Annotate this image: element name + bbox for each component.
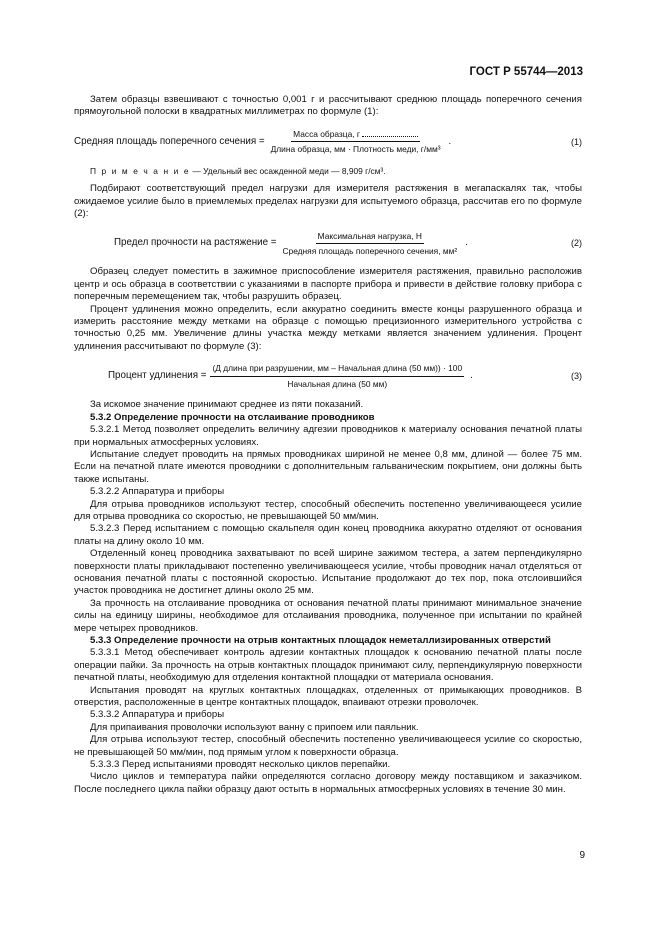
paragraph: Процент удлинения можно определить, если аккуратно соединить вместе концы разрушенного образца и измерить расстояние между метками на образце с помощью прецизионного измерительного устройства с точностью 0,25 мм. Увеличение длины участка между метками является значением удлинения. Процент удлинения рассчитывают по формуле (3): <box>74 303 582 352</box>
paragraph: За искомое значение принимают среднее из пяти показаний. <box>90 399 364 411</box>
note-text: — Удельный вес осажденной меди — 8,909 г/см³. <box>190 165 386 176</box>
subsection-heading: 5.3.3.2 Аппаратура и приборы <box>90 709 225 721</box>
document-body <box>74 94 582 796</box>
section-heading-5-3-3: 5.3.3 Определение прочности на отрыв контактных площадок неметаллизированных отверстий <box>90 635 551 646</box>
formula-1-fraction <box>269 128 443 156</box>
formula-3-number: (3) <box>571 371 582 382</box>
paragraph: 5.3.2.3 Перед испытанием с помощью скальпеля один конец проводника аккуратно отделяют от основания платы на длину около 10 мм. <box>74 523 582 547</box>
paragraph: Подбирают соответствующий предел нагрузки для измерителя растяжения в мегапаскалях так, чтобы ожидаемое усилие было в приемлемых пределах нагрузки для испытуемого образца, рассчитав его по формуле (2): <box>74 183 582 220</box>
formula-3 <box>74 361 582 391</box>
formula-3-numerator: (Д длина при разрушении, мм – Начальная длина (50 мм)) · 100 <box>210 362 464 376</box>
formula-2 <box>74 228 582 258</box>
formula-2-lhs: Предел прочности на растяжение = <box>114 237 277 249</box>
paragraph: За прочность на отслаивание проводника от основания печатной платы принимают минимальное значение силы на единицу ширины, необходимое для отслаивания проводника, полученное при испытании по крайней мере четырех проводников. <box>74 597 582 634</box>
paragraph: Отделенный конец проводника захватывают по всей ширине зажимом тестера, а затем перпендикулярно поверхности платы прикладывают постепенно увеличивающееся усилие, чтобы проводник начал отделяться от основания печатной платы с постоянной скоростью. Испытание продолжают до тех пор, пока отслоившийся участок проводника не достигнет длины около 25 мм. <box>74 548 582 597</box>
formula-3-denominator: Начальная длина (50 мм) <box>287 378 388 389</box>
standard-header: ГОСТ Р 55744—2013 <box>469 66 583 78</box>
paragraph: Испытания проводят на круглых контактных площадках, отделенных от примыкающих проводников. В отверстия, расположенные в центре контактных площадок, впаивают отрезки проволочек. <box>74 684 582 709</box>
fraction-dotted-line <box>362 136 418 137</box>
formula-1-denominator: Длина образца, мм · Плотность меди, г/мм³ <box>270 144 441 155</box>
formula-1 <box>74 127 582 157</box>
formula-3-fraction <box>210 362 464 390</box>
section-heading-5-3-2: 5.3.2 Определение прочности на отслаивание проводников <box>90 411 375 423</box>
paragraph: Для отрыва используют тестер, способный обеспечить постепенно увеличивающееся усилие со скоростью, не превышающей 50 мм/мин, под прямым углом к поверхности образца. <box>74 734 582 758</box>
formula-2-numerator: Максимальная нагрузка, Н <box>316 230 424 244</box>
formula-1-lhs: Средняя площадь поперечного сечения = <box>74 135 265 147</box>
paragraph: 5.3.3.1 Метод обеспечивает контроль адгезии контактных площадок к основанию печатной платы после операции пайки. За прочность на отрыв контактных площадок принимают силу, перпендикулярную поверхности печатной платы, необходимую для отделения контактной площадки от материала основания. <box>74 647 582 684</box>
paragraph: Образец следует поместить в зажимное приспособление измерителя растяжения, правильно расположив центр и ось образца в соответствии с указаниями в паспорте прибора и привести в действие головку прибора с поперечным перемещением так, чтобы разрушить образец. <box>74 266 582 303</box>
paragraph: Испытание следует проводить на прямых проводниках шириной не менее 0,8 мм, длиной — более 75 мм. Если на печатной плате имеются проводники с дополнительным гальваническим покрытием, они должны быть также испытаны. <box>74 448 582 485</box>
formula-1-numerator: Масса образца, г <box>293 128 360 139</box>
formula-3-lhs: Процент удлинения = <box>108 370 207 382</box>
paragraph: Для припаивания проволочки используют ванну с припоем или паяльник. <box>90 721 419 733</box>
paragraph: Число циклов и температура пайки определяются согласно договору между поставщиком и заказчиком. После последнего цикла пайки образцу дают остыть в нормальных атмосферных условиях в течение 30 мин. <box>74 771 582 795</box>
paragraph: Затем образцы взвешивают с точностью 0,001 г и рассчитывают среднюю площадь поперечного сечения прямоугольной полоски в квадратных миллиметрах по формуле (1): <box>74 94 582 118</box>
page-number: 9 <box>579 850 585 861</box>
formula-2-fraction <box>280 230 459 258</box>
note <box>74 165 582 177</box>
formula-2-number: (2) <box>571 238 582 249</box>
paragraph: Для отрыва проводников используют тестер, способный обеспечить постепенно увеличивающееся усилие для отрыва проводника со скоростью, не превышающей 50 мм/мин. <box>74 498 582 522</box>
formula-3-terminator: . <box>470 370 473 382</box>
paragraph: 5.3.2.1 Метод позволяет определить величину адгезии проводников к материалу основания печатной платы при нормальных атмосферных условиях. <box>74 424 582 448</box>
formula-2-denominator: Средняя площадь поперечного сечения, мм² <box>282 245 458 256</box>
formula-1-terminator: . <box>448 135 452 147</box>
paragraph: 5.3.3.3 Перед испытаниями проводят несколько циклов перепайки. <box>90 759 391 771</box>
note-label: П р и м е ч а н и е <box>90 165 191 176</box>
subsection-heading: 5.3.2.2 Аппаратура и приборы <box>90 486 225 498</box>
formula-1-number: (1) <box>571 136 582 147</box>
formula-2-terminator: . <box>465 237 468 249</box>
